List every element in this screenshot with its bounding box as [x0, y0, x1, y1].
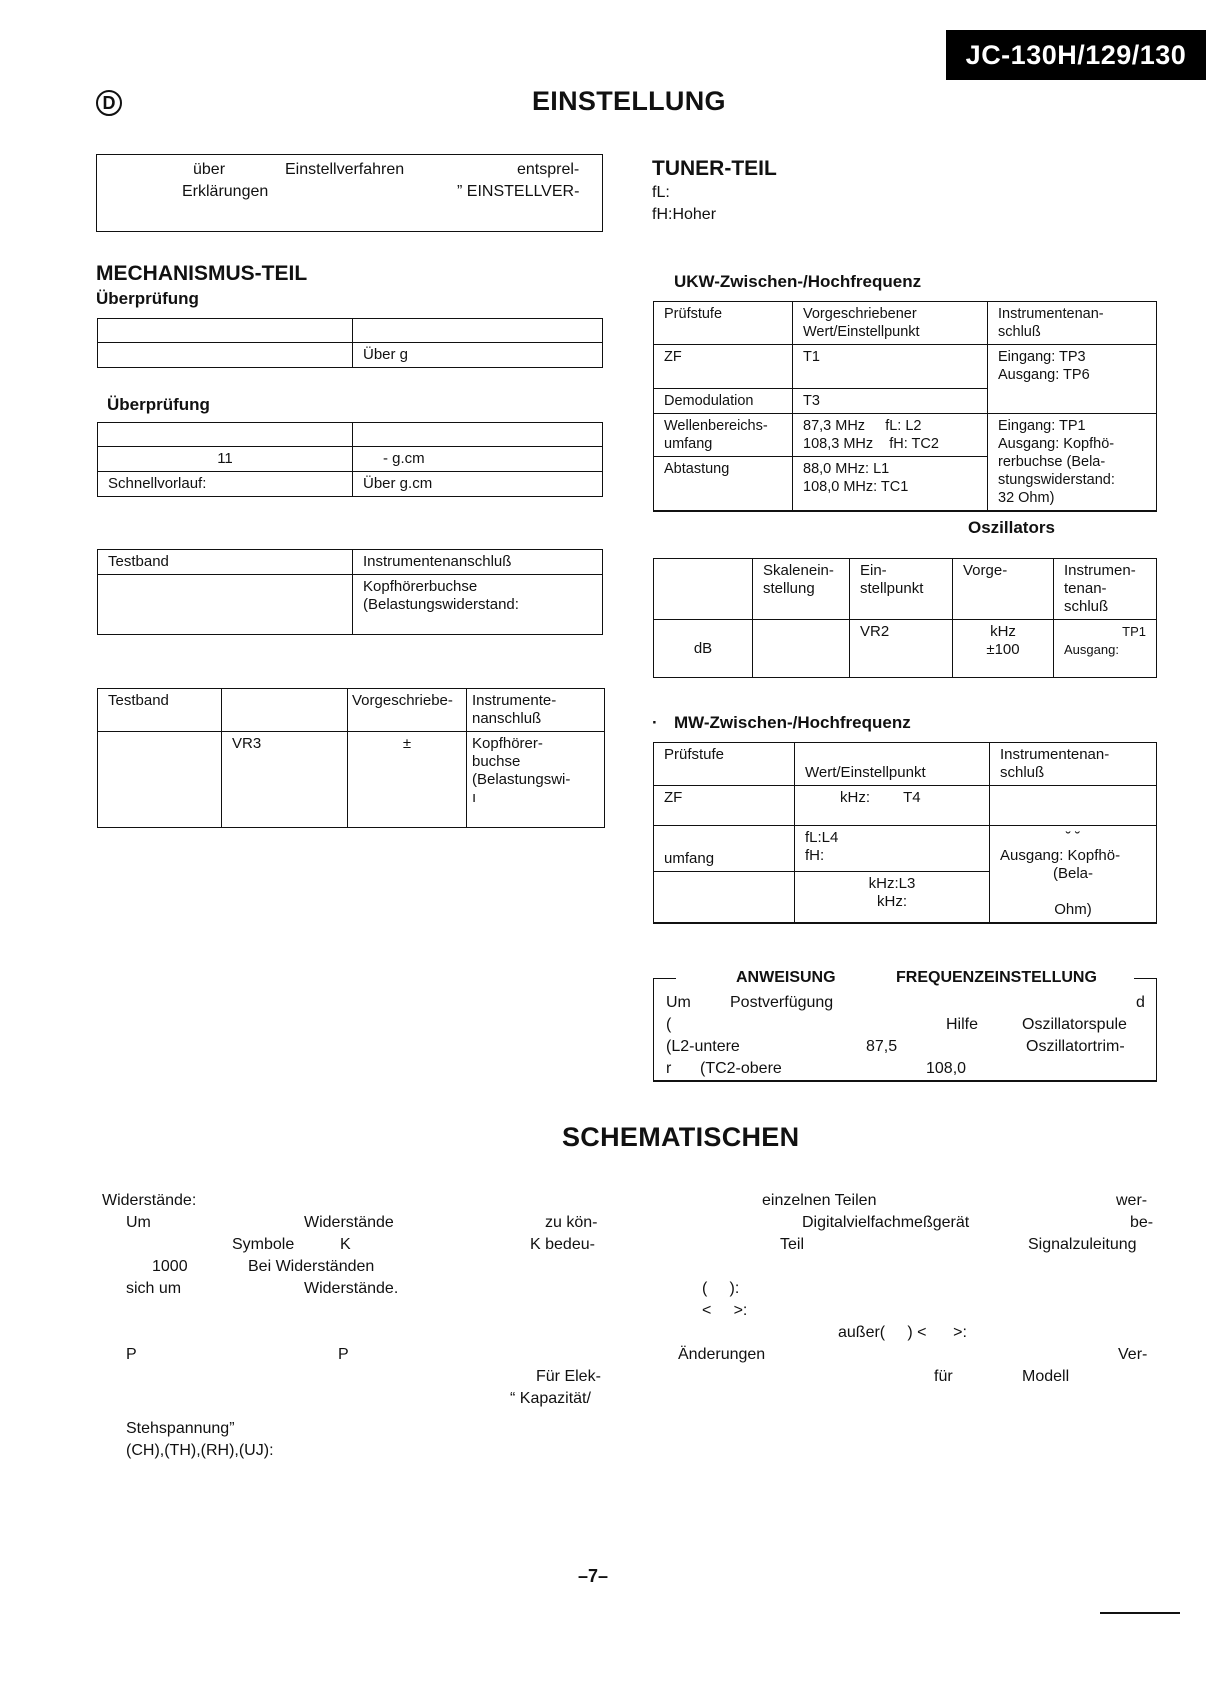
- cell: Eingang: TP3: [998, 349, 1086, 365]
- schem-text: zu kön-: [545, 1214, 598, 1231]
- schem-text: be-: [1130, 1214, 1154, 1231]
- note-box: [96, 154, 603, 232]
- schem-text: Bei Widerständen: [248, 1258, 375, 1275]
- schem-text: einzelnen Teilen: [762, 1192, 877, 1209]
- schem-text: Stehspannung”: [126, 1420, 235, 1437]
- cell: kHz: [990, 623, 1016, 640]
- cell: Ausgang: Kopfhö-: [998, 436, 1115, 452]
- cell: stungswiderstand:: [998, 472, 1115, 488]
- anw-text: Postverfügung: [730, 994, 834, 1011]
- cell: ±: [348, 732, 467, 828]
- cell: Prüfstufe: [654, 743, 795, 786]
- cell: fL:L4: [805, 829, 839, 846]
- cell: Ein-: [860, 562, 887, 579]
- schem-text: ( ):: [702, 1280, 740, 1297]
- cell: tenan-: [1064, 580, 1107, 597]
- anw-text: 108,0: [926, 1060, 967, 1077]
- schem-text: Für Elek-: [536, 1368, 601, 1385]
- cell: Wert/Einstellpunkt: [803, 324, 920, 340]
- schem-text: P: [126, 1346, 137, 1363]
- cell: T3: [793, 389, 988, 414]
- cell: kHz: T4: [795, 786, 990, 826]
- cell: ±100: [986, 641, 1020, 658]
- cell: Über g.cm: [353, 472, 603, 497]
- cell: Vorgeschriebe-: [348, 689, 467, 732]
- schem-title: SCHEMATISCHEN: [562, 1122, 800, 1152]
- anweisung-box: [653, 969, 1157, 1082]
- anw-text: Oszillatorspule: [1022, 1016, 1127, 1033]
- note-text: Einstellverfahren: [285, 161, 405, 178]
- tuner-fh: fH:Hoher: [652, 206, 717, 223]
- cell: Wert/Einstellpunkt: [795, 743, 990, 786]
- mw-bullet: ·: [652, 713, 658, 732]
- anw-text: Um: [666, 994, 691, 1011]
- anweisung-title: ANWEISUNG: [736, 969, 836, 986]
- schem-text: < >:: [702, 1302, 748, 1319]
- cell: dB: [654, 620, 753, 678]
- cell: 108,3 MHz fH: TC2: [803, 436, 939, 452]
- cell: schluß: [1064, 598, 1109, 615]
- cell: 88,0 MHz: L1: [803, 461, 890, 478]
- cell: ˘ ˘: [1065, 829, 1081, 846]
- cell: (Belastungswi-: [472, 771, 571, 788]
- schem-text: Widerstände:: [102, 1192, 197, 1209]
- anw-text: (L2-untere: [666, 1038, 740, 1055]
- schem-text: außer( ) < >:: [838, 1324, 967, 1341]
- cell: Testband: [98, 689, 222, 732]
- note-text: über: [193, 161, 226, 178]
- note-text: entsprel-: [517, 161, 580, 178]
- cell: ZF: [654, 786, 795, 826]
- cell: stellung: [763, 580, 815, 597]
- mech-table-1: [97, 318, 603, 368]
- cell: Vorge-: [953, 559, 1054, 620]
- anw-text: Hilfe: [946, 1016, 979, 1033]
- note-text: Erklärungen: [182, 183, 269, 200]
- osz-table: [653, 558, 1157, 678]
- cell: Demodulation: [654, 389, 793, 414]
- cell: fH:: [805, 847, 825, 864]
- cell: 87,3 MHz fL: L2: [803, 418, 922, 434]
- schem-text: sich um: [126, 1280, 182, 1297]
- frame-line: [1134, 978, 1156, 979]
- schem-text: Um: [126, 1214, 151, 1231]
- mech-heading: MECHANISMUS-TEIL: [96, 262, 308, 285]
- cell: Schnellvorlauf:: [98, 472, 353, 497]
- cell: Ausgang:: [1064, 642, 1119, 657]
- cell: kHz:: [877, 892, 907, 910]
- cell: umfang: [664, 436, 713, 452]
- schem-text: “ Kapazität/: [510, 1390, 591, 1407]
- cell: Skalenein-: [763, 562, 834, 579]
- page-title: EINSTELLUNG: [532, 86, 726, 116]
- anweisung-title-2: FREQUENZEINSTELLUNG: [896, 969, 1097, 986]
- schem-text: Ver-: [1118, 1346, 1148, 1363]
- mech-table-2: [97, 422, 603, 497]
- schem-text: P: [338, 1346, 349, 1363]
- cell: T1: [793, 345, 988, 389]
- cell: Ausgang: Kopfhö-: [1000, 847, 1121, 864]
- anw-text: 87,5: [866, 1038, 898, 1055]
- schem-text: K: [340, 1236, 351, 1253]
- anw-text: (: [666, 1016, 672, 1033]
- cell: Instrumentenan-: [998, 306, 1104, 322]
- cell: Kopfhörerbuchse: [363, 578, 478, 595]
- cell: schluß: [998, 324, 1041, 340]
- cell: VR2: [850, 620, 953, 678]
- cell: (Belastungswiderstand:: [363, 596, 519, 613]
- cell: Instrumentenan-: [1000, 746, 1110, 763]
- cell: Eingang: TP1: [998, 418, 1086, 434]
- schem-text: Änderungen: [678, 1346, 766, 1363]
- schem-text: für: [934, 1368, 953, 1385]
- mech-sub-1: Überprüfung: [96, 289, 199, 308]
- cell: ZF: [654, 345, 793, 389]
- tuner-fl: fL:: [652, 184, 670, 201]
- cell: Testband: [98, 550, 353, 575]
- mech-table-4: [97, 688, 605, 828]
- anw-text: d: [1136, 994, 1145, 1011]
- schem-text: Widerstände: [304, 1214, 394, 1231]
- footer-rule: [1100, 1612, 1180, 1614]
- cell: Prüfstufe: [654, 302, 793, 345]
- model-badge: JC-130H/129/130: [946, 30, 1206, 80]
- tuner-heading: TUNER-TEIL: [652, 157, 777, 180]
- anw-text: r: [666, 1060, 672, 1077]
- schem-text: Modell: [1022, 1368, 1070, 1385]
- cell: 11: [98, 447, 353, 472]
- cell: schluß: [1000, 764, 1045, 781]
- cell: (Bela-: [1052, 865, 1093, 882]
- region-mark: D: [96, 90, 122, 116]
- cell: TP1: [1122, 624, 1146, 639]
- cell: rerbuchse (Bela-: [998, 454, 1106, 470]
- cell: Ohm): [1054, 901, 1092, 918]
- schem-text: wer-: [1116, 1192, 1148, 1209]
- ukw-table: [653, 301, 1157, 512]
- mech-table-3: [97, 549, 603, 635]
- cell: Vorgeschriebener: [803, 306, 917, 322]
- cell: VR3: [222, 732, 348, 828]
- schem-text: Symbole: [232, 1236, 295, 1253]
- cell: Über g: [353, 343, 603, 368]
- cell: ı: [472, 789, 477, 806]
- cell: buchse: [472, 753, 521, 770]
- cell: kHz:L3: [868, 874, 916, 892]
- mw-heading: MW-Zwischen-/Hochfrequenz: [674, 713, 911, 732]
- schem-text: Signalzuleitung: [1028, 1236, 1137, 1253]
- cell: Abtastung: [654, 457, 793, 511]
- osz-heading: Oszillators: [968, 518, 1055, 537]
- schem-text: Digitalvielfachmeßgerät: [802, 1214, 970, 1231]
- cell: Instrumente-: [472, 692, 557, 709]
- cell: Wellenbereichs-: [664, 418, 768, 434]
- cell: nanschluß: [472, 710, 542, 727]
- cell: - g.cm: [353, 447, 603, 472]
- mech-sub-2: Überprüfung: [107, 395, 210, 414]
- schem-text: (CH),(TH),(RH),(UJ):: [126, 1442, 274, 1459]
- cell: Ausgang: TP6: [998, 367, 1090, 383]
- page-number: –7–: [578, 1566, 609, 1586]
- frame-line: [654, 978, 676, 979]
- cell: Kopfhörer-: [472, 735, 543, 752]
- cell: 108,0 MHz: TC1: [803, 479, 909, 496]
- schem-text: 1000: [152, 1258, 188, 1275]
- anw-text: Oszillatortrim-: [1026, 1038, 1125, 1055]
- mw-table: [653, 742, 1157, 924]
- cell: stellpunkt: [860, 580, 924, 597]
- schem-text: K bedeu-: [530, 1236, 595, 1253]
- note-text: ” EINSTELLVER-: [457, 183, 580, 200]
- cell: Instrumen-: [1064, 562, 1136, 579]
- ukw-heading: UKW-Zwischen-/Hochfrequenz: [674, 272, 922, 291]
- schem-text: Widerstände.: [304, 1280, 399, 1297]
- cell: umfang: [654, 826, 795, 872]
- cell: 32 Ohm): [998, 490, 1055, 506]
- anw-text: (TC2-obere: [700, 1060, 782, 1077]
- schem-text: Teil: [780, 1236, 805, 1253]
- cell: Instrumentenanschluß: [353, 550, 603, 575]
